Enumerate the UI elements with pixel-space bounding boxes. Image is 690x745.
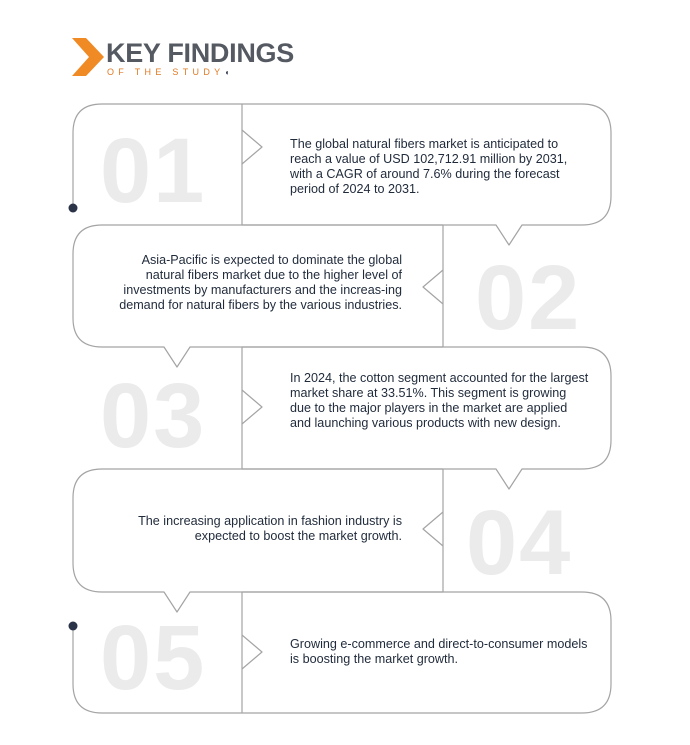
page-title: KEY FINDINGS bbox=[106, 38, 294, 68]
finding-number: 01 bbox=[100, 120, 207, 222]
finding-text: Growing e-commerce and direct-to-consumer models is boosting the market growth. bbox=[290, 637, 588, 666]
finding-text: In 2024, the cotton segment accounted for the largest market share at 33.51%. This segment is growing due to the major players in the market are applied and launching various products with new design. bbox=[290, 371, 589, 430]
card-2-notch bbox=[423, 270, 443, 304]
card-1-notch bbox=[242, 130, 262, 164]
finding-text: The increasing application in fashion industry is expected to boost the market growth. bbox=[138, 514, 402, 543]
finding-number: 03 bbox=[100, 365, 207, 467]
finding-number: 02 bbox=[475, 247, 582, 349]
card-5-notch bbox=[242, 635, 262, 669]
subtitle-text: OF THE STUDY bbox=[107, 67, 225, 77]
end-dot bbox=[69, 622, 78, 631]
finding-text: Asia-Pacific is expected to dominate the global natural fibers market due to the higher level of investments by manufacturers and the increas-ing demand for natural fibers by the various industries. bbox=[119, 253, 402, 312]
half-circle-icon: ◖ bbox=[224, 68, 230, 77]
finding-number: 05 bbox=[100, 607, 207, 709]
card-3-notch bbox=[242, 390, 262, 424]
start-dot bbox=[69, 204, 78, 213]
card-4-notch bbox=[423, 512, 443, 546]
finding-text: The global natural fibers market is anticipated to reach a value of USD 102,712.91 million by 2031, with a CAGR of around 7.6% during the forecast period of 2024 to 2031. bbox=[290, 137, 568, 196]
finding-number: 04 bbox=[466, 492, 573, 594]
